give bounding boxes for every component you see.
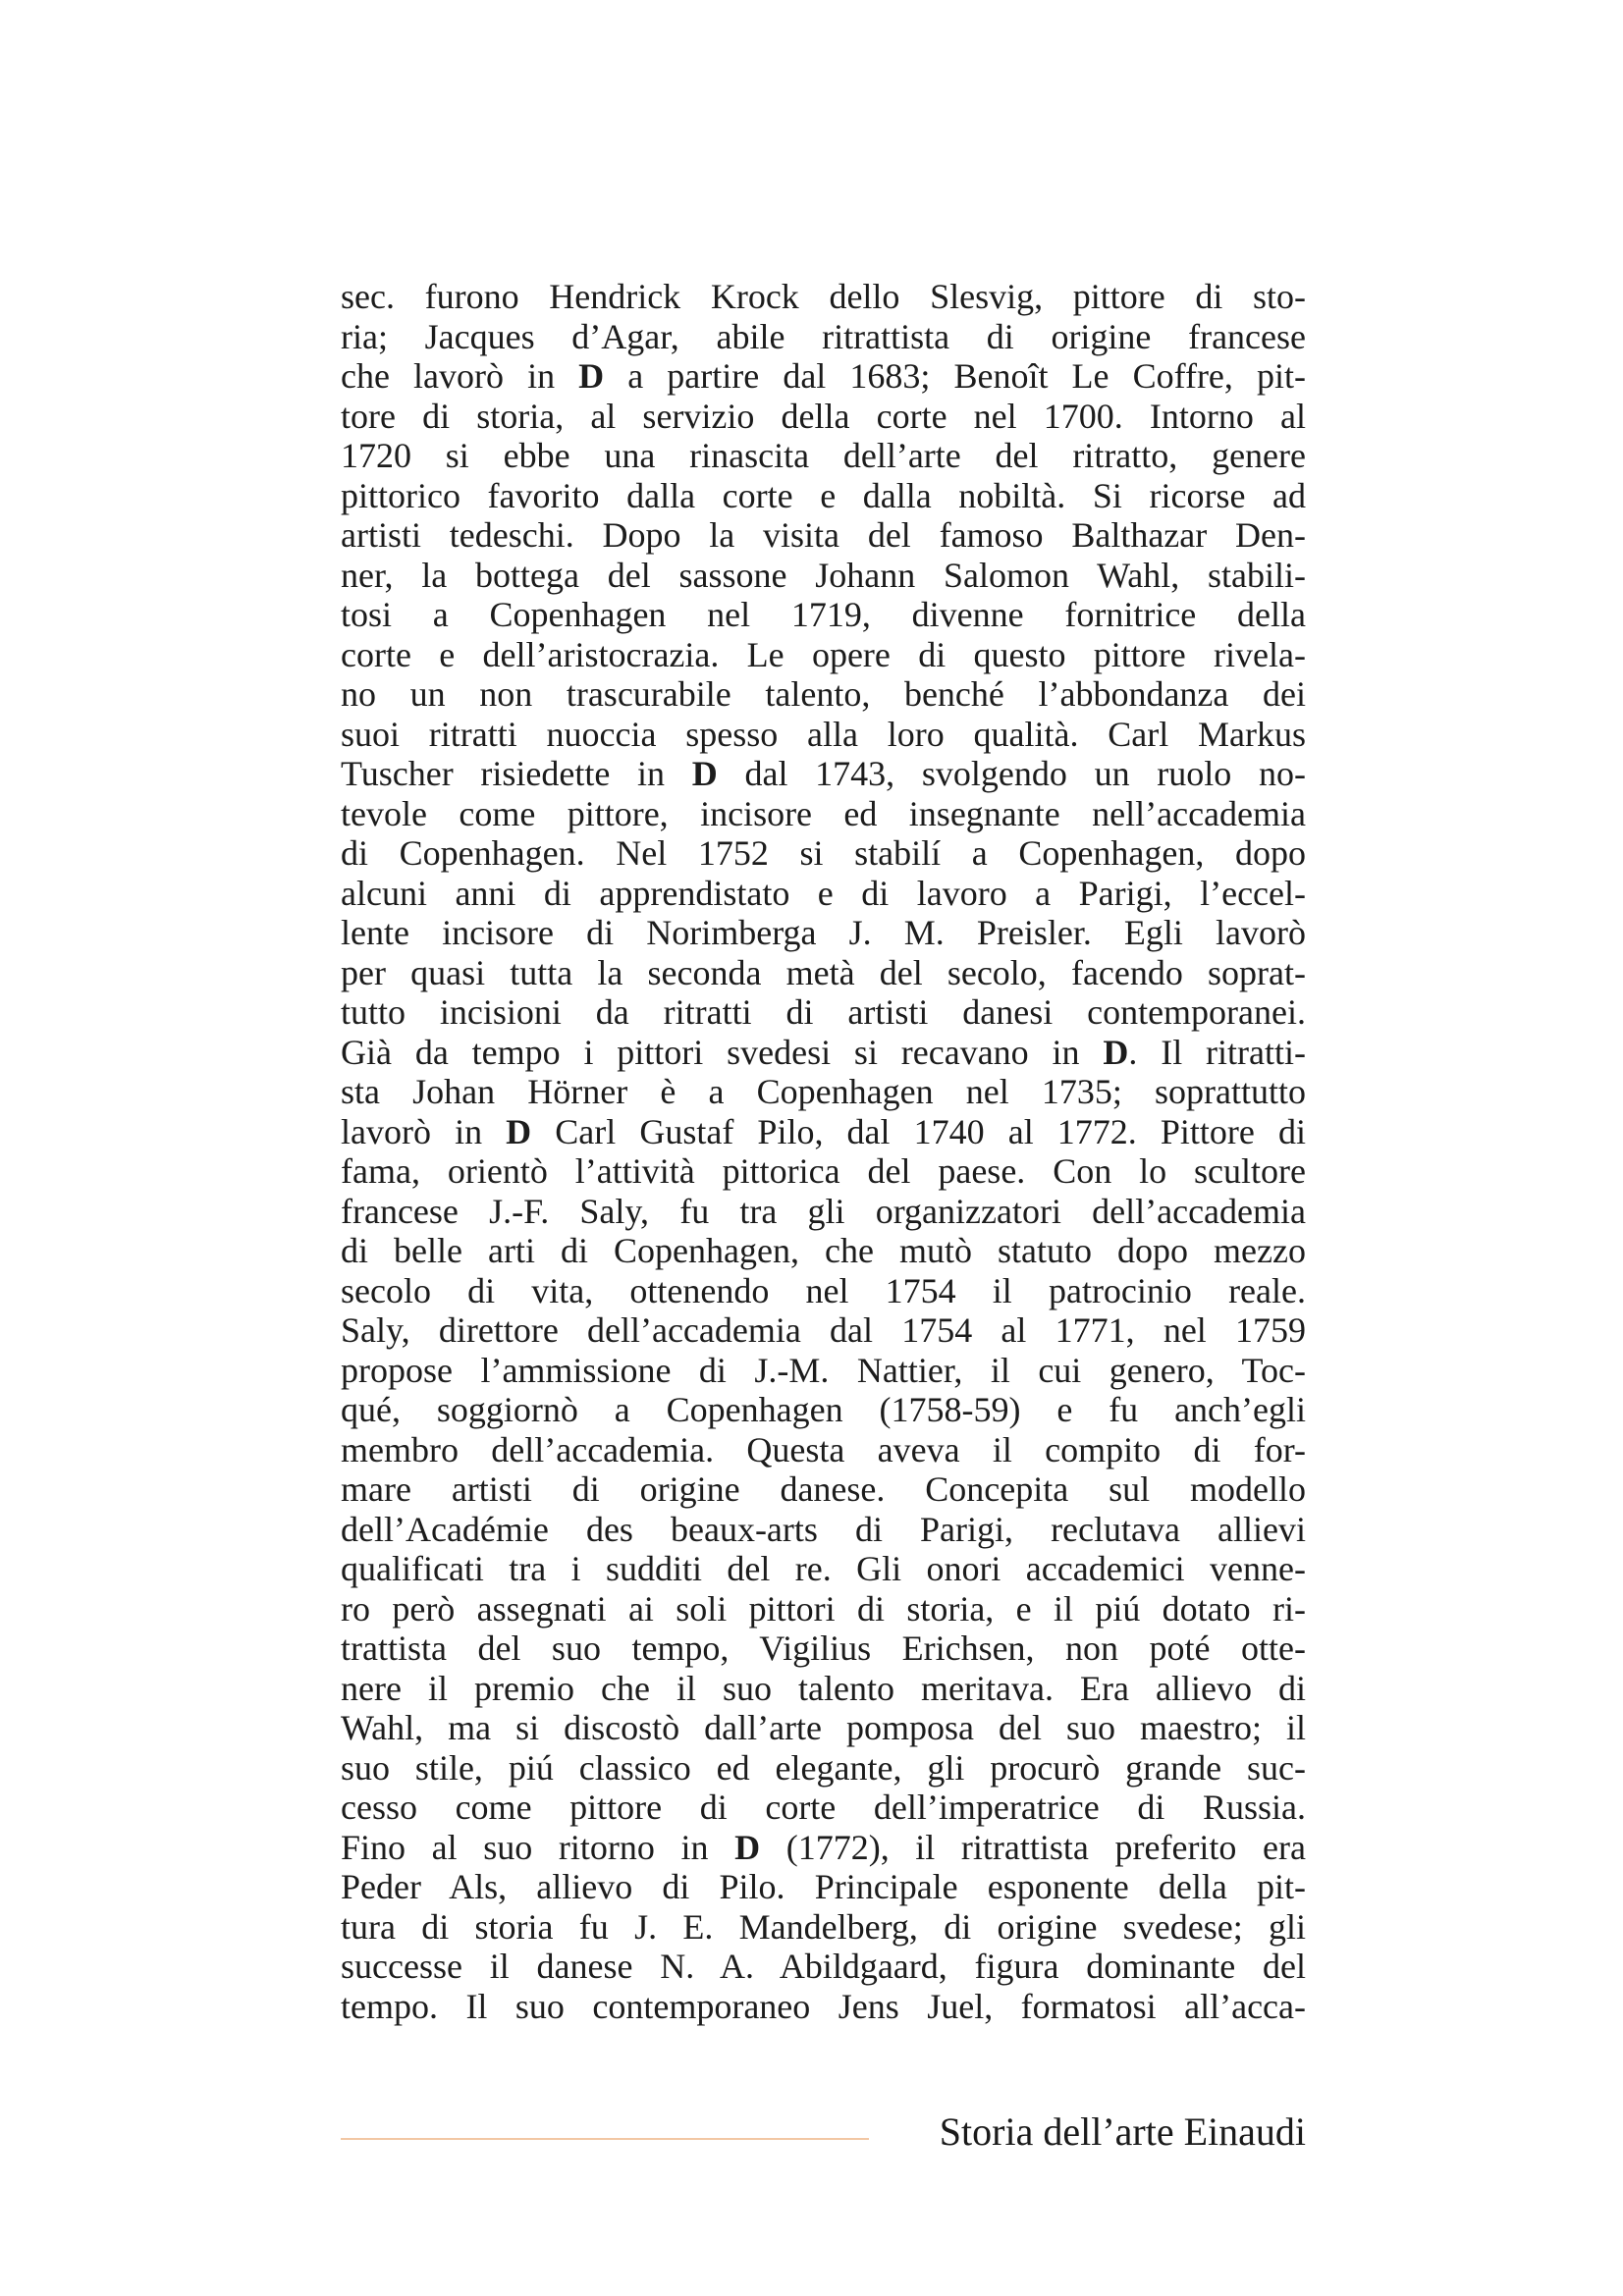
text-line bbox=[341, 833, 1306, 874]
text-line bbox=[341, 1192, 1306, 1232]
text-segment: tevole come pittore, incisore ed insegnante nell’accademia bbox=[341, 793, 1306, 833]
text-segment: propose l’ammissione di J.-M. Nattier, il cui genero, Toc- bbox=[341, 1350, 1306, 1390]
text-segment: lavorò in bbox=[341, 1111, 507, 1151]
text-line bbox=[341, 1430, 1306, 1470]
text-line bbox=[341, 953, 1306, 993]
text-segment: tore di storia, al servizio della corte nel 1700. Intorno al bbox=[341, 396, 1306, 436]
text-line bbox=[341, 1629, 1306, 1669]
text-segment: no un non trascurabile talento, benché l’abbondanza dei bbox=[341, 674, 1306, 714]
text-line bbox=[341, 1231, 1306, 1271]
text-line bbox=[341, 436, 1306, 476]
text-segment: che lavorò in bbox=[341, 356, 579, 396]
text-segment: tempo. Il suo contemporaneo Jens Juel, formatosi all’acca- bbox=[341, 1986, 1306, 2026]
footer-rule bbox=[341, 2138, 869, 2140]
text-segment: lente incisore di Norimberga J. M. Preisler. Egli lavorò bbox=[341, 913, 1306, 952]
text-line bbox=[341, 992, 1306, 1033]
text-line bbox=[341, 1867, 1306, 1907]
text-line bbox=[341, 1033, 1306, 1073]
text-segment: corte e dell’aristocrazia. Le opere di questo pittore rivela- bbox=[341, 634, 1306, 674]
text-segment: nere il premio che il suo talento meritava. Era allievo di bbox=[341, 1668, 1306, 1708]
text-segment: trattista del suo tempo, Vigilius Erichsen, non poté otte- bbox=[341, 1629, 1306, 1668]
text-segment: a partire dal 1683; Benoît Le Coffre, pit- bbox=[604, 356, 1306, 396]
text-line bbox=[341, 1549, 1306, 1589]
entry-abbreviation: D bbox=[578, 356, 605, 396]
text-segment: membro dell’accademia. Questa aveva il compito di for- bbox=[341, 1429, 1306, 1469]
text-segment: artisti tedeschi. Dopo la visita del famoso Balthazar Den- bbox=[341, 515, 1306, 555]
text-line bbox=[341, 674, 1306, 715]
text-line bbox=[341, 1708, 1306, 1748]
text-line bbox=[341, 1947, 1306, 1987]
text-segment: suoi ritratti nuoccia spesso alla loro qualità. Carl Markus bbox=[341, 714, 1306, 754]
text-segment: fama, orientò l’attività pittorica del paese. Con lo scultore bbox=[341, 1151, 1306, 1191]
text-segment: Wahl, ma si discostò dall’arte pomposa del suo maestro; il bbox=[341, 1708, 1306, 1747]
text-segment: dell’Académie des beaux-arts di Parigi, reclutava allievi bbox=[341, 1509, 1306, 1549]
text-segment: ro però assegnati ai soli pittori di storia, e il piú dotato ri- bbox=[341, 1588, 1306, 1629]
text-line bbox=[341, 1748, 1306, 1789]
text-segment: (1772), il ritrattista preferito era bbox=[760, 1827, 1306, 1867]
text-line bbox=[341, 277, 1306, 317]
text-line bbox=[341, 1271, 1306, 1311]
text-line bbox=[341, 1589, 1306, 1629]
text-segment: francese J.-F. Saly, fu tra gli organizzatori dell’accademia bbox=[341, 1191, 1306, 1231]
text-line bbox=[341, 1669, 1306, 1709]
text-line bbox=[341, 1510, 1306, 1550]
text-segment: Peder Als, allievo di Pilo. Principale esponente della pit- bbox=[341, 1867, 1306, 1906]
entry-abbreviation: D bbox=[734, 1827, 761, 1867]
text-line bbox=[341, 1390, 1306, 1430]
text-segment: mare artisti di origine danese. Concepita sul modello bbox=[341, 1469, 1306, 1509]
text-segment: qué, soggiornò a Copenhagen (1758-59) e fu anch’egli bbox=[341, 1390, 1306, 1429]
footer-title: Storia dell’arte Einaudi bbox=[939, 2109, 1306, 2154]
text-line bbox=[341, 1987, 1306, 2027]
text-line bbox=[341, 754, 1306, 794]
text-line bbox=[341, 556, 1306, 596]
text-segment: 1720 si ebbe una rinascita dell’arte del ritratto, genere bbox=[341, 436, 1306, 475]
text-segment: per quasi tutta la seconda metà del secolo, facendo soprat- bbox=[341, 952, 1306, 992]
text-segment: Fino al suo ritorno in bbox=[341, 1827, 735, 1867]
text-line bbox=[341, 1788, 1306, 1828]
text-segment: pittorico favorito dalla corte e dalla nobiltà. Si ricorse ad bbox=[341, 475, 1306, 515]
text-segment: . Il ritratti- bbox=[1128, 1032, 1306, 1072]
text-line bbox=[341, 476, 1306, 516]
text-segment: secolo di vita, ottenendo nel 1754 il patrocinio reale. bbox=[341, 1270, 1306, 1310]
text-line bbox=[341, 1469, 1306, 1510]
text-line bbox=[341, 515, 1306, 556]
text-segment: di belle arti di Copenhagen, che mutò statuto dopo mezzo bbox=[341, 1231, 1306, 1270]
text-segment: Tuscher risiedette in bbox=[341, 754, 692, 793]
text-segment: cesso come pittore di corte dell’imperatrice di Russia. bbox=[341, 1788, 1306, 1827]
text-segment: Saly, direttore dell’accademia dal 1754 al 1771, nel 1759 bbox=[341, 1310, 1306, 1350]
text-line bbox=[341, 356, 1306, 397]
text-line bbox=[341, 715, 1306, 755]
text-segment: tosi a Copenhagen nel 1719, divenne fornitrice della bbox=[341, 595, 1306, 634]
text-segment: alcuni anni di apprendistato e di lavoro a Parigi, l’eccel- bbox=[341, 873, 1306, 913]
body-text bbox=[341, 277, 1306, 2026]
text-segment: sta Johan Hörner è a Copenhagen nel 1735; soprattutto bbox=[341, 1072, 1306, 1111]
text-segment: ner, la bottega del sassone Johann Salomon Wahl, stabili- bbox=[341, 555, 1306, 595]
text-line bbox=[341, 1112, 1306, 1152]
text-line bbox=[341, 1072, 1306, 1112]
text-line bbox=[341, 794, 1306, 834]
text-segment: di Copenhagen. Nel 1752 si stabilí a Copenhagen, dopo bbox=[341, 833, 1306, 873]
text-line bbox=[341, 635, 1306, 675]
text-line bbox=[341, 874, 1306, 914]
entry-abbreviation: D bbox=[1103, 1032, 1129, 1072]
page-footer bbox=[341, 2109, 1306, 2167]
entry-abbreviation: D bbox=[506, 1111, 532, 1151]
text-segment: Carl Gustaf Pilo, dal 1740 al 1772. Pittore di bbox=[531, 1111, 1306, 1151]
entry-abbreviation: D bbox=[691, 754, 718, 793]
text-segment: sec. furono Hendrick Krock dello Slesvig, pittore di sto- bbox=[341, 277, 1306, 316]
text-line bbox=[341, 317, 1306, 357]
text-line bbox=[341, 595, 1306, 635]
text-line bbox=[341, 397, 1306, 437]
text-line bbox=[341, 1310, 1306, 1351]
text-segment: successe il danese N. A. Abildgaard, figura dominante del bbox=[341, 1947, 1306, 1986]
text-segment: suo stile, piú classico ed elegante, gli procurò grande suc- bbox=[341, 1747, 1306, 1788]
text-line bbox=[341, 913, 1306, 953]
text-segment: tura di storia fu J. E. Mandelberg, di origine svedese; gli bbox=[341, 1906, 1306, 1947]
text-line bbox=[341, 1907, 1306, 1948]
text-line bbox=[341, 1828, 1306, 1868]
text-segment: dal 1743, svolgendo un ruolo no- bbox=[717, 754, 1306, 793]
text-segment: qualificati tra i sudditi del re. Gli onori accademici venne- bbox=[341, 1549, 1306, 1588]
text-segment: Già da tempo i pittori svedesi si recavano in bbox=[341, 1032, 1104, 1072]
text-line bbox=[341, 1151, 1306, 1192]
text-segment: tutto incisioni da ritratti di artisti danesi contemporanei. bbox=[341, 992, 1306, 1032]
text-segment: ria; Jacques d’Agar, abile ritrattista di origine francese bbox=[341, 316, 1306, 356]
text-line bbox=[341, 1351, 1306, 1391]
